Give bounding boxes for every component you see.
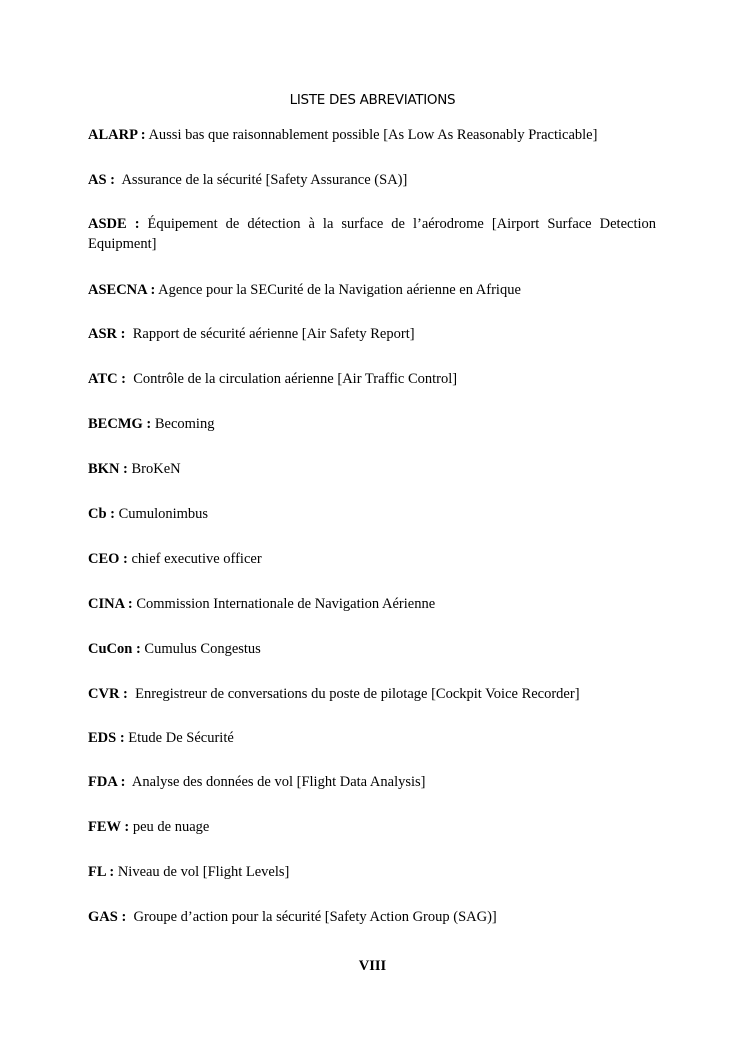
abbreviation-term: GAS : <box>88 909 127 925</box>
abbreviation-definition: Assurance de la sécurité [Safety Assurance (SA)] <box>121 172 408 188</box>
abbreviation-entry <box>88 728 656 748</box>
abbreviation-term: EDS : <box>88 730 125 746</box>
page-number: VIII <box>358 958 387 974</box>
abbreviation-term: CEO : <box>88 551 128 567</box>
abbreviation-definition: chief executive officer <box>131 551 262 567</box>
abbreviation-term: ASDE : <box>88 216 140 232</box>
abbreviation-entry <box>88 594 656 614</box>
abbreviation-entry <box>88 639 656 659</box>
abbreviation-entry <box>88 214 656 254</box>
abbreviation-entry <box>88 125 656 145</box>
abbreviation-entry <box>88 772 656 792</box>
abbreviation-definition: Enregistreur de conversations du poste de pilotage [Cockpit Voice Recorder] <box>135 686 580 702</box>
abbreviation-definition: Niveau de vol [Flight Levels] <box>117 864 290 880</box>
abbreviation-definition: Équipement de détection à la surface de l’aérodrome [Airport Surface Detection Equipment] <box>88 216 656 252</box>
abbreviation-definition: Groupe d’action pour la sécurité [Safety Action Group (SAG)] <box>133 909 497 925</box>
abbreviation-term: ATC : <box>88 371 126 387</box>
abbreviation-term: Cb : <box>88 506 115 522</box>
abbreviation-entry <box>88 369 656 389</box>
abbreviation-term: ALARP : <box>88 127 146 143</box>
abbreviation-definition: Commission Internationale de Navigation Aérienne <box>136 596 436 612</box>
abbreviation-entry <box>88 414 656 434</box>
abbreviation-entry <box>88 280 656 300</box>
abbreviation-definition: Cumulonimbus <box>118 506 209 522</box>
abbreviation-entry <box>88 459 656 479</box>
abbreviation-entry <box>88 862 656 882</box>
abbreviation-term: CINA : <box>88 596 133 612</box>
abbreviation-entry <box>88 170 656 190</box>
page-title: LISTE DES ABREVIATIONS <box>289 92 456 108</box>
abbreviation-definition: Becoming <box>154 416 215 432</box>
abbreviation-definition: peu de nuage <box>132 819 210 835</box>
abbreviation-term: FEW : <box>88 819 130 835</box>
abbreviation-entry <box>88 684 656 704</box>
abbreviation-term: FDA : <box>88 774 126 790</box>
abbreviation-term: CuCon : <box>88 641 141 657</box>
abbreviation-entry <box>88 324 656 344</box>
abbreviation-definition: Cumulus Congestus <box>144 641 261 657</box>
abbreviation-entry <box>88 817 656 837</box>
abbreviation-definition: Rapport de sécurité aérienne [Air Safety Report] <box>132 326 415 342</box>
abbreviation-entry <box>88 549 656 569</box>
abbreviation-entry <box>88 504 656 524</box>
abbreviation-definition: Agence pour la SECurité de la Navigation aérienne en Afrique <box>158 282 521 298</box>
abbreviation-term: BECMG : <box>88 416 152 432</box>
abbreviation-term: ASR : <box>88 326 126 342</box>
abbreviation-term: FL : <box>88 864 115 880</box>
abbreviation-term: CVR : <box>88 686 128 702</box>
abbreviation-definition: Contrôle de la circulation aérienne [Air Traffic Control] <box>133 371 458 387</box>
abbreviation-term: BKN : <box>88 461 128 477</box>
abbreviation-term: ASECNA : <box>88 282 156 298</box>
abbreviation-definition: BroKeN <box>131 461 181 477</box>
abbreviation-entry <box>88 907 656 927</box>
abbreviation-definition: Aussi bas que raisonnablement possible [As Low As Reasonably Practicable] <box>148 127 598 143</box>
abbreviation-definition: Etude De Sécurité <box>128 730 234 746</box>
abbreviation-term: AS : <box>88 172 115 188</box>
abbreviation-definition: Analyse des données de vol [Flight Data Analysis] <box>131 774 426 790</box>
